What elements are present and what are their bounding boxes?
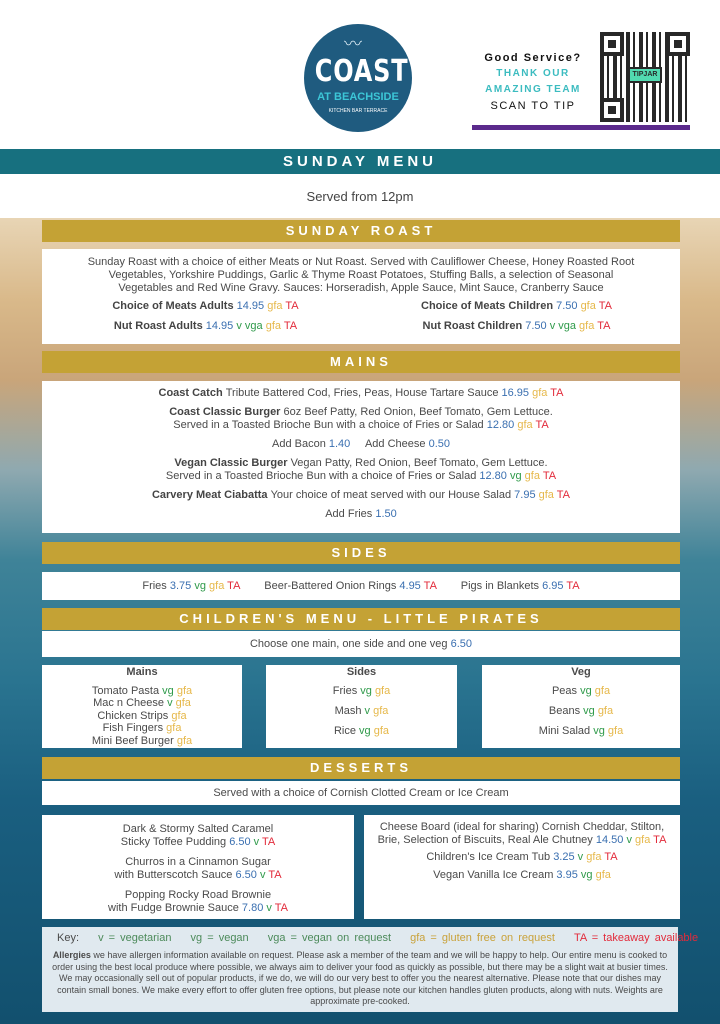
price: 12.80 — [486, 419, 518, 431]
tag-ta: TA — [604, 851, 618, 863]
item-text: Beer-Battered Onion Rings — [239, 580, 400, 592]
column-title: Sides — [346, 666, 377, 678]
tag-gfa: gfa — [597, 705, 614, 717]
kids-box — [42, 631, 680, 657]
item-name: Coast Catch — [158, 387, 226, 399]
item-line — [42, 508, 680, 521]
item-name: Choice of Meats Adults — [112, 300, 237, 312]
item-text: Add Cheese — [350, 438, 429, 450]
item-text: Popping Rocky Road Brownie — [124, 889, 272, 901]
price: 14.95 — [236, 300, 268, 312]
price: 6.50 — [229, 836, 254, 848]
key-vg: vg = vegan — [190, 932, 249, 944]
item-text: Vegetables, Yorkshire Puddings, Garlic & Thyme Roast Potatoes, Stuffing Balls, a selection of Seasonal — [108, 269, 614, 281]
item-line — [366, 834, 678, 847]
tag-gfa: gfa — [374, 685, 391, 697]
tag-vga: vga — [244, 320, 266, 332]
price-grid — [50, 300, 672, 333]
price: 3.25 — [553, 851, 578, 863]
item-text: Choose one main, one side and one veg — [249, 638, 451, 650]
menu-item — [266, 725, 457, 738]
item-text: Vegan Vanilla Ice Cream — [433, 868, 557, 881]
item-line — [42, 457, 680, 470]
tip-qr-code[interactable] — [600, 32, 690, 122]
price-option — [361, 320, 672, 333]
menu-item — [42, 489, 680, 502]
tag-gfa: gfa — [594, 685, 611, 697]
tag-gfa: gfa — [538, 489, 557, 501]
item-text: Your choice of meat served with our House Salad — [270, 489, 515, 501]
item-name: Carvery Meat Ciabatta — [151, 489, 271, 501]
wave-icon: 〰 — [344, 34, 362, 54]
tag-gfa: gfa — [595, 868, 611, 881]
item-text: Mini Salad — [538, 725, 594, 737]
item-line — [42, 856, 354, 869]
item-text: Peas — [551, 685, 581, 697]
item-line — [42, 722, 242, 735]
desserts-left-box — [42, 815, 354, 919]
header — [0, 0, 720, 149]
key-ta: TA = takeaway available — [574, 932, 699, 944]
item-line — [42, 710, 242, 723]
key-vga: vga = vegan on request — [267, 932, 392, 944]
tag-gfa: gfa — [166, 722, 182, 734]
item-text: Fries — [332, 685, 361, 697]
item-text: Beans — [548, 705, 584, 717]
tag-v: v — [266, 902, 275, 914]
item-text: Tomato Pasta — [91, 684, 163, 697]
item-line — [42, 823, 354, 836]
tag-ta: TA — [274, 902, 288, 914]
price: 6.95 — [542, 580, 567, 592]
item-name: Nut Roast Children — [422, 320, 526, 332]
mains-box — [42, 381, 680, 533]
item-line — [42, 869, 354, 882]
section-header-roast: SUNDAY ROAST — [42, 220, 680, 242]
item-line — [366, 821, 678, 834]
price: 7.80 — [241, 902, 267, 914]
price: 14.50 — [595, 833, 627, 846]
item-text: Brie, Selection of Biscuits, Real Ale Chutney — [377, 833, 596, 846]
tag-ta: TA — [550, 387, 564, 399]
tag-ta: TA — [597, 320, 611, 332]
tag-gfa: gfa — [579, 320, 598, 332]
menu-item — [42, 438, 680, 451]
coast-logo — [304, 24, 412, 132]
item-line — [42, 419, 680, 432]
menu-item — [42, 889, 354, 915]
item-line — [42, 685, 242, 698]
item-line — [50, 256, 672, 269]
item-text: Churros in a Cinnamon Sugar — [125, 856, 271, 868]
menu-item — [42, 406, 680, 432]
item-name: Choice of Meats Children — [421, 300, 557, 312]
item-line — [42, 438, 680, 451]
section-header-sides: SIDES — [42, 542, 680, 564]
tag-gfa: gfa — [586, 851, 605, 863]
tag-gfa: gfa — [176, 684, 193, 697]
menu-item — [266, 685, 457, 698]
tip-line: AMAZING TEAM — [485, 84, 581, 95]
key-gfa: gfa = gluten free on request — [410, 932, 555, 944]
item-line — [42, 470, 680, 483]
price-option — [50, 320, 361, 333]
column-title: Veg — [571, 666, 591, 678]
tag-vg: vg — [580, 685, 595, 697]
item-line — [42, 489, 680, 502]
price: 1.50 — [375, 508, 397, 520]
menu-item — [482, 725, 680, 738]
allergies-label: Allergies — [52, 950, 91, 960]
price: 0.50 — [428, 438, 450, 450]
tag-vg: vg — [360, 685, 375, 697]
tag-gfa: gfa — [176, 734, 193, 747]
menu-item — [42, 387, 680, 400]
item-text: Chicken Strips — [97, 709, 172, 722]
divider — [472, 125, 690, 130]
kids-mains-box — [42, 665, 242, 748]
menu-item — [42, 823, 354, 849]
menu-item — [42, 856, 354, 882]
tag-gfa: gfa — [175, 697, 191, 709]
tag-ta: TA — [653, 833, 667, 846]
tag-ta: TA — [598, 300, 612, 312]
menu-item — [366, 851, 678, 864]
item-text: Served in a Toasted Brioche Bun with a choice of Fries or Salad — [165, 470, 480, 482]
tag-v: v — [236, 320, 245, 332]
desserts-right-box — [364, 815, 680, 919]
item-line — [482, 725, 680, 738]
kids-sides-box — [266, 665, 457, 748]
menu-item — [42, 457, 680, 483]
item-line — [266, 685, 457, 698]
tag-ta: TA — [227, 580, 240, 592]
item-text: Vegan Patty, Red Onion, Beef Tomato, Gem Lettuce. — [290, 457, 548, 469]
menu-item — [482, 705, 680, 718]
tag-v: v — [549, 320, 559, 332]
item-line — [42, 787, 680, 800]
logo-tag: KITCHEN BAR TERRACE — [328, 108, 388, 114]
item-text: Served in a Toasted Brioche Bun with a choice of Fries or Salad — [173, 419, 487, 431]
tag-vg: vg — [359, 725, 374, 737]
tag-ta: TA — [566, 580, 580, 592]
allergies-text: we have allergen information available on request. Please ask a member of the team and we will be happy to help. Our entire menu is cooked to order using the best local produce where possible, we always aim to deliver your food as quickly as possible, but there may be a slight wait at busier times. We may occasionally sell out of popular products, if we do, we will do our very best to offer you the nearest alternative. Please note that our dishes may contain small bones. We make every effort to offer gluten free options, but please note our kitchen handles gluten products, along with nuts. Weights are approximate pre-cooked. — [52, 950, 668, 1006]
item-text: Mac n Cheese — [93, 697, 168, 709]
item-line — [42, 836, 354, 849]
price: 7.50 — [556, 300, 581, 312]
item-line — [482, 685, 680, 698]
menu-item — [50, 256, 672, 295]
menu-item — [42, 685, 242, 748]
allergy-notice — [50, 950, 670, 1008]
price: 7.95 — [514, 489, 539, 501]
tag-ta: TA — [542, 470, 557, 482]
item-text: Add Fries — [325, 508, 376, 520]
menu-item — [42, 508, 680, 521]
page-title: SUNDAY MENU — [0, 149, 720, 174]
tip-line: Good Service? — [484, 52, 582, 64]
tag-gfa: gfa — [373, 705, 389, 717]
section-header-kids: CHILDREN'S MENU - LITTLE PIRATES — [42, 608, 680, 630]
tag-v: v — [259, 869, 269, 881]
tag-vg: vg — [593, 725, 608, 737]
tag-gfa: gfa — [524, 470, 543, 482]
item-text: with Butterscotch Sauce — [114, 869, 236, 881]
tag-v: v — [167, 697, 176, 709]
dietary-key — [42, 927, 699, 1012]
tag-gfa: gfa — [517, 419, 536, 431]
tag-ta: TA — [262, 836, 276, 848]
item-line — [50, 269, 672, 282]
item-text: Mini Beef Burger — [91, 734, 177, 747]
kids-veg-box — [482, 665, 680, 748]
tag-ta: TA — [268, 869, 282, 881]
tag-ta: TA — [283, 320, 298, 332]
item-line — [366, 851, 678, 864]
section-header-mains: MAINS — [42, 351, 680, 373]
price: 1.40 — [328, 438, 351, 450]
price: 14.95 — [205, 320, 237, 332]
tag-gfa: gfa — [532, 387, 551, 399]
item-text: Children's Ice Cream Tub — [426, 851, 554, 863]
item-line — [50, 282, 672, 295]
tag-v: v — [626, 833, 636, 846]
tag-ta: TA — [423, 580, 437, 592]
tag-gfa: gfa — [265, 320, 284, 332]
served-time: Served from 12pm — [0, 174, 720, 218]
price: 3.95 — [556, 868, 581, 881]
key-label: Key: — [57, 932, 80, 944]
item-line — [42, 580, 680, 593]
price: 12.80 — [479, 470, 510, 482]
sides-box — [42, 572, 680, 600]
tag-gfa: gfa — [607, 725, 624, 737]
item-text: with Fudge Brownie Sauce — [108, 902, 242, 914]
item-name: Vegan Classic Burger — [174, 457, 291, 469]
tag-gfa: gfa — [171, 709, 187, 722]
tag-gfa: gfa — [209, 580, 228, 592]
item-text: Fries — [142, 580, 170, 592]
price-option — [50, 300, 361, 313]
item-text: Vegetables and Red Wine Gravy. Sauces: Horseradish, Apple Sauce, Mint Sauce, Cranberry Sauce — [118, 282, 604, 294]
section-header-desserts: DESSERTS — [42, 757, 680, 779]
item-line — [42, 387, 680, 400]
price: 4.95 — [399, 580, 424, 592]
tip-line: SCAN TO TIP — [490, 100, 576, 112]
tag-vg: vg — [580, 868, 596, 881]
item-line — [42, 735, 242, 748]
menu-item — [42, 787, 680, 800]
item-name: Nut Roast Adults — [113, 320, 206, 332]
item-line — [42, 889, 354, 902]
item-line — [42, 697, 242, 710]
tag-gfa: gfa — [267, 300, 286, 312]
item-text: Add Bacon — [272, 438, 329, 450]
tip-promo — [470, 50, 596, 114]
menu-item — [366, 821, 678, 846]
tag-v: v — [577, 851, 587, 863]
logo-name: COAST — [314, 54, 409, 89]
item-text: Sunday Roast with a choice of either Meats or Nut Roast. Served with Cauliflower Cheese, Honey Roasted Root — [87, 256, 635, 268]
item-text: Cheese Board (ideal for sharing) Cornish Cheddar, Stilton, — [379, 821, 665, 833]
menu-item — [42, 580, 680, 593]
qr-label: TIPJAR — [628, 67, 662, 83]
menu-item — [482, 685, 680, 698]
tag-ta: TA — [535, 419, 549, 431]
menu-item — [366, 869, 678, 882]
item-line — [42, 638, 680, 651]
key-v: v = vegetarian — [98, 932, 172, 944]
item-text: Rice — [333, 725, 360, 737]
tag-gfa: gfa — [635, 833, 654, 846]
item-text: 6oz Beef Patty, Red Onion, Beef Tomato, Gem Lettuce. — [283, 406, 553, 418]
tag-vg: vg — [583, 705, 598, 717]
item-line — [266, 725, 457, 738]
price: 6.50 — [450, 638, 472, 650]
tag-vga: vga — [558, 320, 580, 332]
item-text: Fish Fingers — [102, 722, 167, 734]
column-title: Mains — [126, 666, 158, 678]
tag-v: v — [253, 836, 263, 848]
tag-gfa: gfa — [373, 725, 390, 737]
item-line — [42, 406, 680, 419]
item-text: Sticky Toffee Pudding — [120, 836, 230, 848]
price-option — [361, 300, 672, 313]
tip-line: THANK OUR — [496, 68, 570, 79]
price: 16.95 — [501, 387, 533, 399]
tag-gfa: gfa — [580, 300, 599, 312]
desserts-box — [42, 781, 680, 805]
item-name: Coast Classic Burger — [169, 406, 284, 418]
tag-vg: vg — [509, 470, 525, 482]
item-text: Served with a choice of Cornish Clotted Cream or Ice Cream — [213, 787, 509, 799]
price: 7.50 — [525, 320, 550, 332]
tag-vg: vg — [162, 684, 177, 697]
tag-ta: TA — [285, 300, 299, 312]
price: 3.75 — [169, 580, 195, 592]
tag-vg: vg — [194, 580, 210, 592]
item-text: Dark & Stormy Salted Caramel — [122, 823, 274, 835]
price: 6.50 — [235, 869, 260, 881]
item-text: Mash — [334, 705, 365, 717]
item-text: Tribute Battered Cod, Fries, Peas, House Tartare Sauce — [225, 387, 502, 399]
tag-v: v — [364, 705, 374, 717]
roast-box — [42, 249, 680, 344]
item-line — [366, 869, 678, 882]
menu-item — [42, 638, 680, 651]
item-line — [266, 705, 457, 718]
menu-item — [266, 705, 457, 718]
item-text: Pigs in Blankets — [436, 580, 543, 592]
tag-ta: TA — [556, 489, 571, 501]
item-line — [482, 705, 680, 718]
logo-sub: AT BEACHSIDE — [317, 91, 399, 103]
item-line — [42, 902, 354, 915]
